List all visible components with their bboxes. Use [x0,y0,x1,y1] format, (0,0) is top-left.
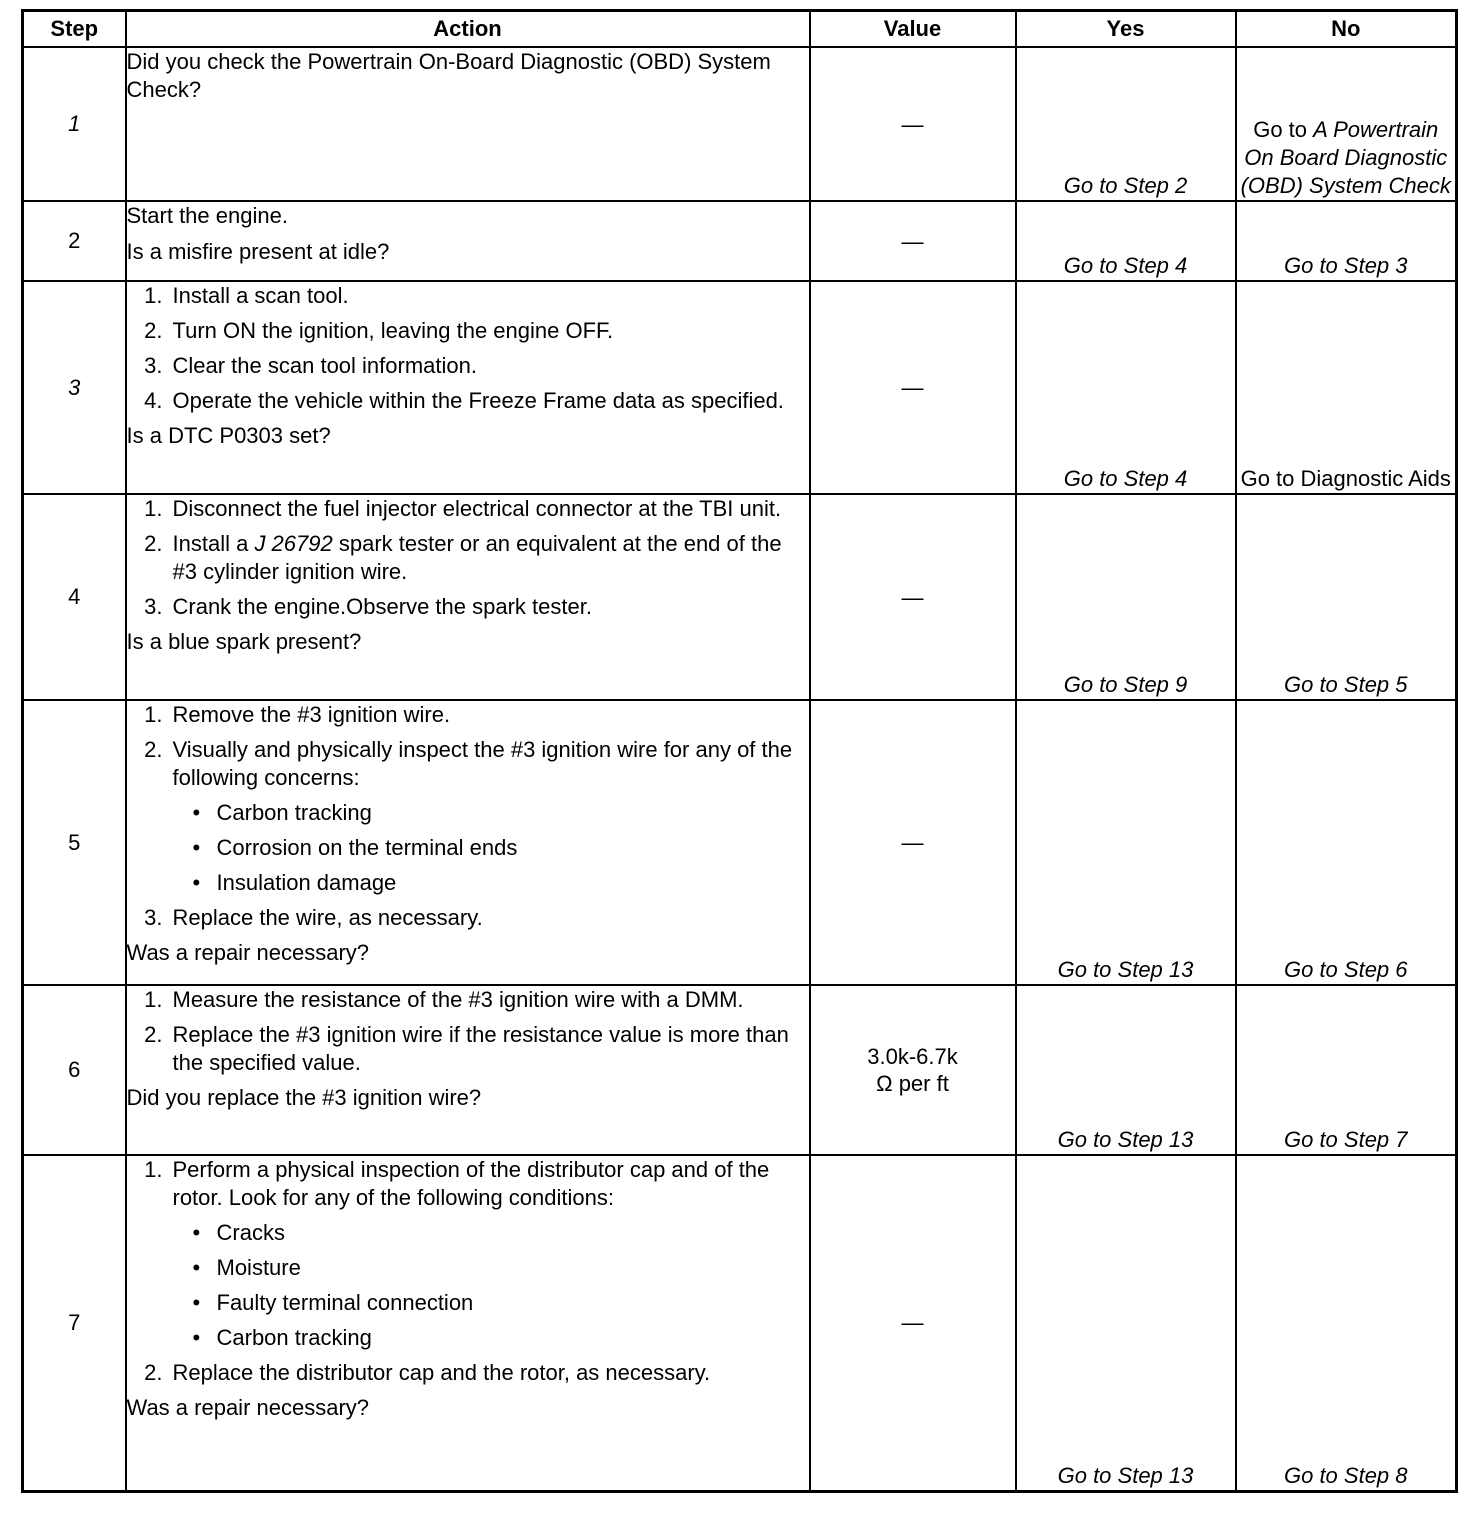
step-number: 6 [23,985,126,1155]
bullet-icon: • [192,1290,201,1315]
bullet-icon: • [192,870,201,895]
item-number: 4. [144,388,163,413]
value-cell [810,985,1016,1155]
no-cell: Go to Step 6 [1236,700,1457,985]
bullet-icon: • [192,1220,201,1245]
list-item [127,530,809,586]
list-item [127,986,809,1014]
action-question: Is a misfire present at idle? [126,239,390,264]
item-text: Replace the wire, as necessary. [172,905,483,930]
header-row [23,11,1457,48]
no-cell: Go to Step 3 [1236,201,1457,281]
list-item [127,495,809,523]
value-unit: Ω per ft [876,1071,949,1096]
item-number: 2. [144,318,163,343]
item-text: Visually and physically inspect the #3 ignition wire for any of the following concerns: [172,737,793,790]
bullet-item [127,1254,809,1282]
yes-cell: Go to Step 4 [1016,281,1236,494]
table-row-step-3 [23,281,1457,494]
table-row-step-4 [23,494,1457,700]
tool-number: J 26792 [254,531,333,556]
table-row-step-7 [23,1155,1457,1491]
action-text: Did you check the Powertrain On-Board Diagnostic (OBD) System Check? [126,49,771,102]
value-cell: — [810,700,1016,985]
step-number: 4 [23,494,126,700]
header-value: Value [810,11,1016,48]
item-text-pre: Install a [172,531,255,556]
value-cell: — [810,47,1016,201]
bullet-text: Carbon tracking [216,1325,372,1350]
item-number: 1. [144,702,163,727]
item-number: 2. [144,1022,163,1047]
bullet-item [127,1324,809,1352]
item-text: Turn ON the ignition, leaving the engine OFF. [172,318,614,343]
bullet-icon: • [192,800,201,825]
bullet-text: Faulty terminal connection [216,1290,474,1315]
item-number: 2. [144,531,163,556]
item-text: Crank the engine.Observe the spark tester. [172,594,592,619]
bullet-item [127,1289,809,1317]
action-cell [126,201,810,281]
item-number: 3. [144,905,163,930]
list-item [127,282,809,310]
value-cell: — [810,494,1016,700]
item-text: Replace the #3 ignition wire if the resistance value is more than the specified value. [172,1022,789,1075]
item-number: 2. [144,1360,163,1385]
no-prefix: Go to [1253,117,1314,142]
yes-cell: Go to Step 13 [1016,985,1236,1155]
item-number: 1. [144,1157,163,1182]
table-row-step-6 [23,985,1457,1155]
bullet-icon: • [192,1255,201,1280]
item-number: 3. [144,594,163,619]
item-text [173,530,809,586]
action-cell [126,281,810,494]
action-question: Is a DTC P0303 set? [126,423,331,448]
bullet-text: Insulation damage [216,870,397,895]
item-text: Measure the resistance of the #3 ignition wire with a DMM. [172,987,744,1012]
yes-cell: Go to Step 4 [1016,201,1236,281]
bullet-item [127,799,809,827]
no-cell: Go to Step 8 [1236,1155,1457,1491]
item-number: 1. [144,496,163,521]
diagnostic-table [21,9,1458,1493]
action-cell [126,47,810,201]
bullet-item [127,869,809,897]
bullet-item [127,834,809,862]
no-target: A Powertrain On Board Diagnostic (OBD) System Check [1240,117,1451,198]
action-cell [126,985,810,1155]
list-item [127,904,809,932]
item-text: Perform a physical inspection of the distributor cap and of the rotor. Look for any of the following conditions: [172,1157,770,1210]
bullet-item [127,1219,809,1247]
bullet-icon: • [192,1325,201,1350]
action-question: Did you replace the #3 ignition wire? [126,1085,482,1110]
list-item [127,1359,809,1387]
no-cell: Go to Step 5 [1236,494,1457,700]
yes-cell: Go to Step 13 [1016,700,1236,985]
step-number: 1 [23,47,126,201]
value-cell: — [810,201,1016,281]
step-number: 5 [23,700,126,985]
item-text: Remove the #3 ignition wire. [172,702,451,727]
item-text: Replace the distributor cap and the rotor, as necessary. [172,1360,711,1385]
list-item [127,1156,809,1212]
step-number: 7 [23,1155,126,1491]
item-text: Install a scan tool. [172,283,349,308]
list-item [127,387,809,415]
header-no: No [1236,11,1457,48]
item-text: Operate the vehicle within the Freeze Frame data as specified. [172,388,784,413]
item-text-post: spark tester or an equivalent at the end of the #3 cylinder ignition wire. [172,531,782,584]
action-cell [126,700,810,985]
item-text: Clear the scan tool information. [172,353,477,378]
item-number: 2. [144,737,163,762]
value-range: 3.0k-6.7k [867,1044,958,1069]
list-item [127,593,809,621]
step-number: 2 [23,201,126,281]
list-item [127,352,809,380]
bullet-text: Carbon tracking [216,800,372,825]
table-row-step-2 [23,201,1457,281]
item-number: 3. [144,353,163,378]
action-question: Was a repair necessary? [126,1395,370,1420]
action-cell [126,1155,810,1491]
list-item [127,1021,809,1077]
bullet-text: Cracks [216,1220,285,1245]
action-question: Was a repair necessary? [126,940,370,965]
item-number: 1. [144,283,163,308]
header-action: Action [126,11,810,48]
action-text: Start the engine. [126,203,288,228]
header-yes: Yes [1016,11,1236,48]
list-item [127,736,809,792]
item-number: 1. [144,987,163,1012]
yes-cell: Go to Step 2 [1016,47,1236,201]
header-step: Step [23,11,126,48]
yes-cell: Go to Step 13 [1016,1155,1236,1491]
list-item [127,701,809,729]
value-cell: — [810,1155,1016,1491]
table-row-step-1 [23,47,1457,201]
step-number: 3 [23,281,126,494]
yes-cell: Go to Step 9 [1016,494,1236,700]
action-question: Is a blue spark present? [126,629,362,654]
no-cell [1236,47,1457,201]
bullet-text: Moisture [216,1255,301,1280]
item-text: Disconnect the fuel injector electrical connector at the TBI unit. [172,496,782,521]
table-row-step-5 [23,700,1457,985]
list-item [127,317,809,345]
no-cell: Go to Diagnostic Aids [1236,281,1457,494]
value-cell: — [810,281,1016,494]
bullet-icon: • [192,835,201,860]
bullet-text: Corrosion on the terminal ends [216,835,518,860]
action-cell [126,494,810,700]
no-cell: Go to Step 7 [1236,985,1457,1155]
